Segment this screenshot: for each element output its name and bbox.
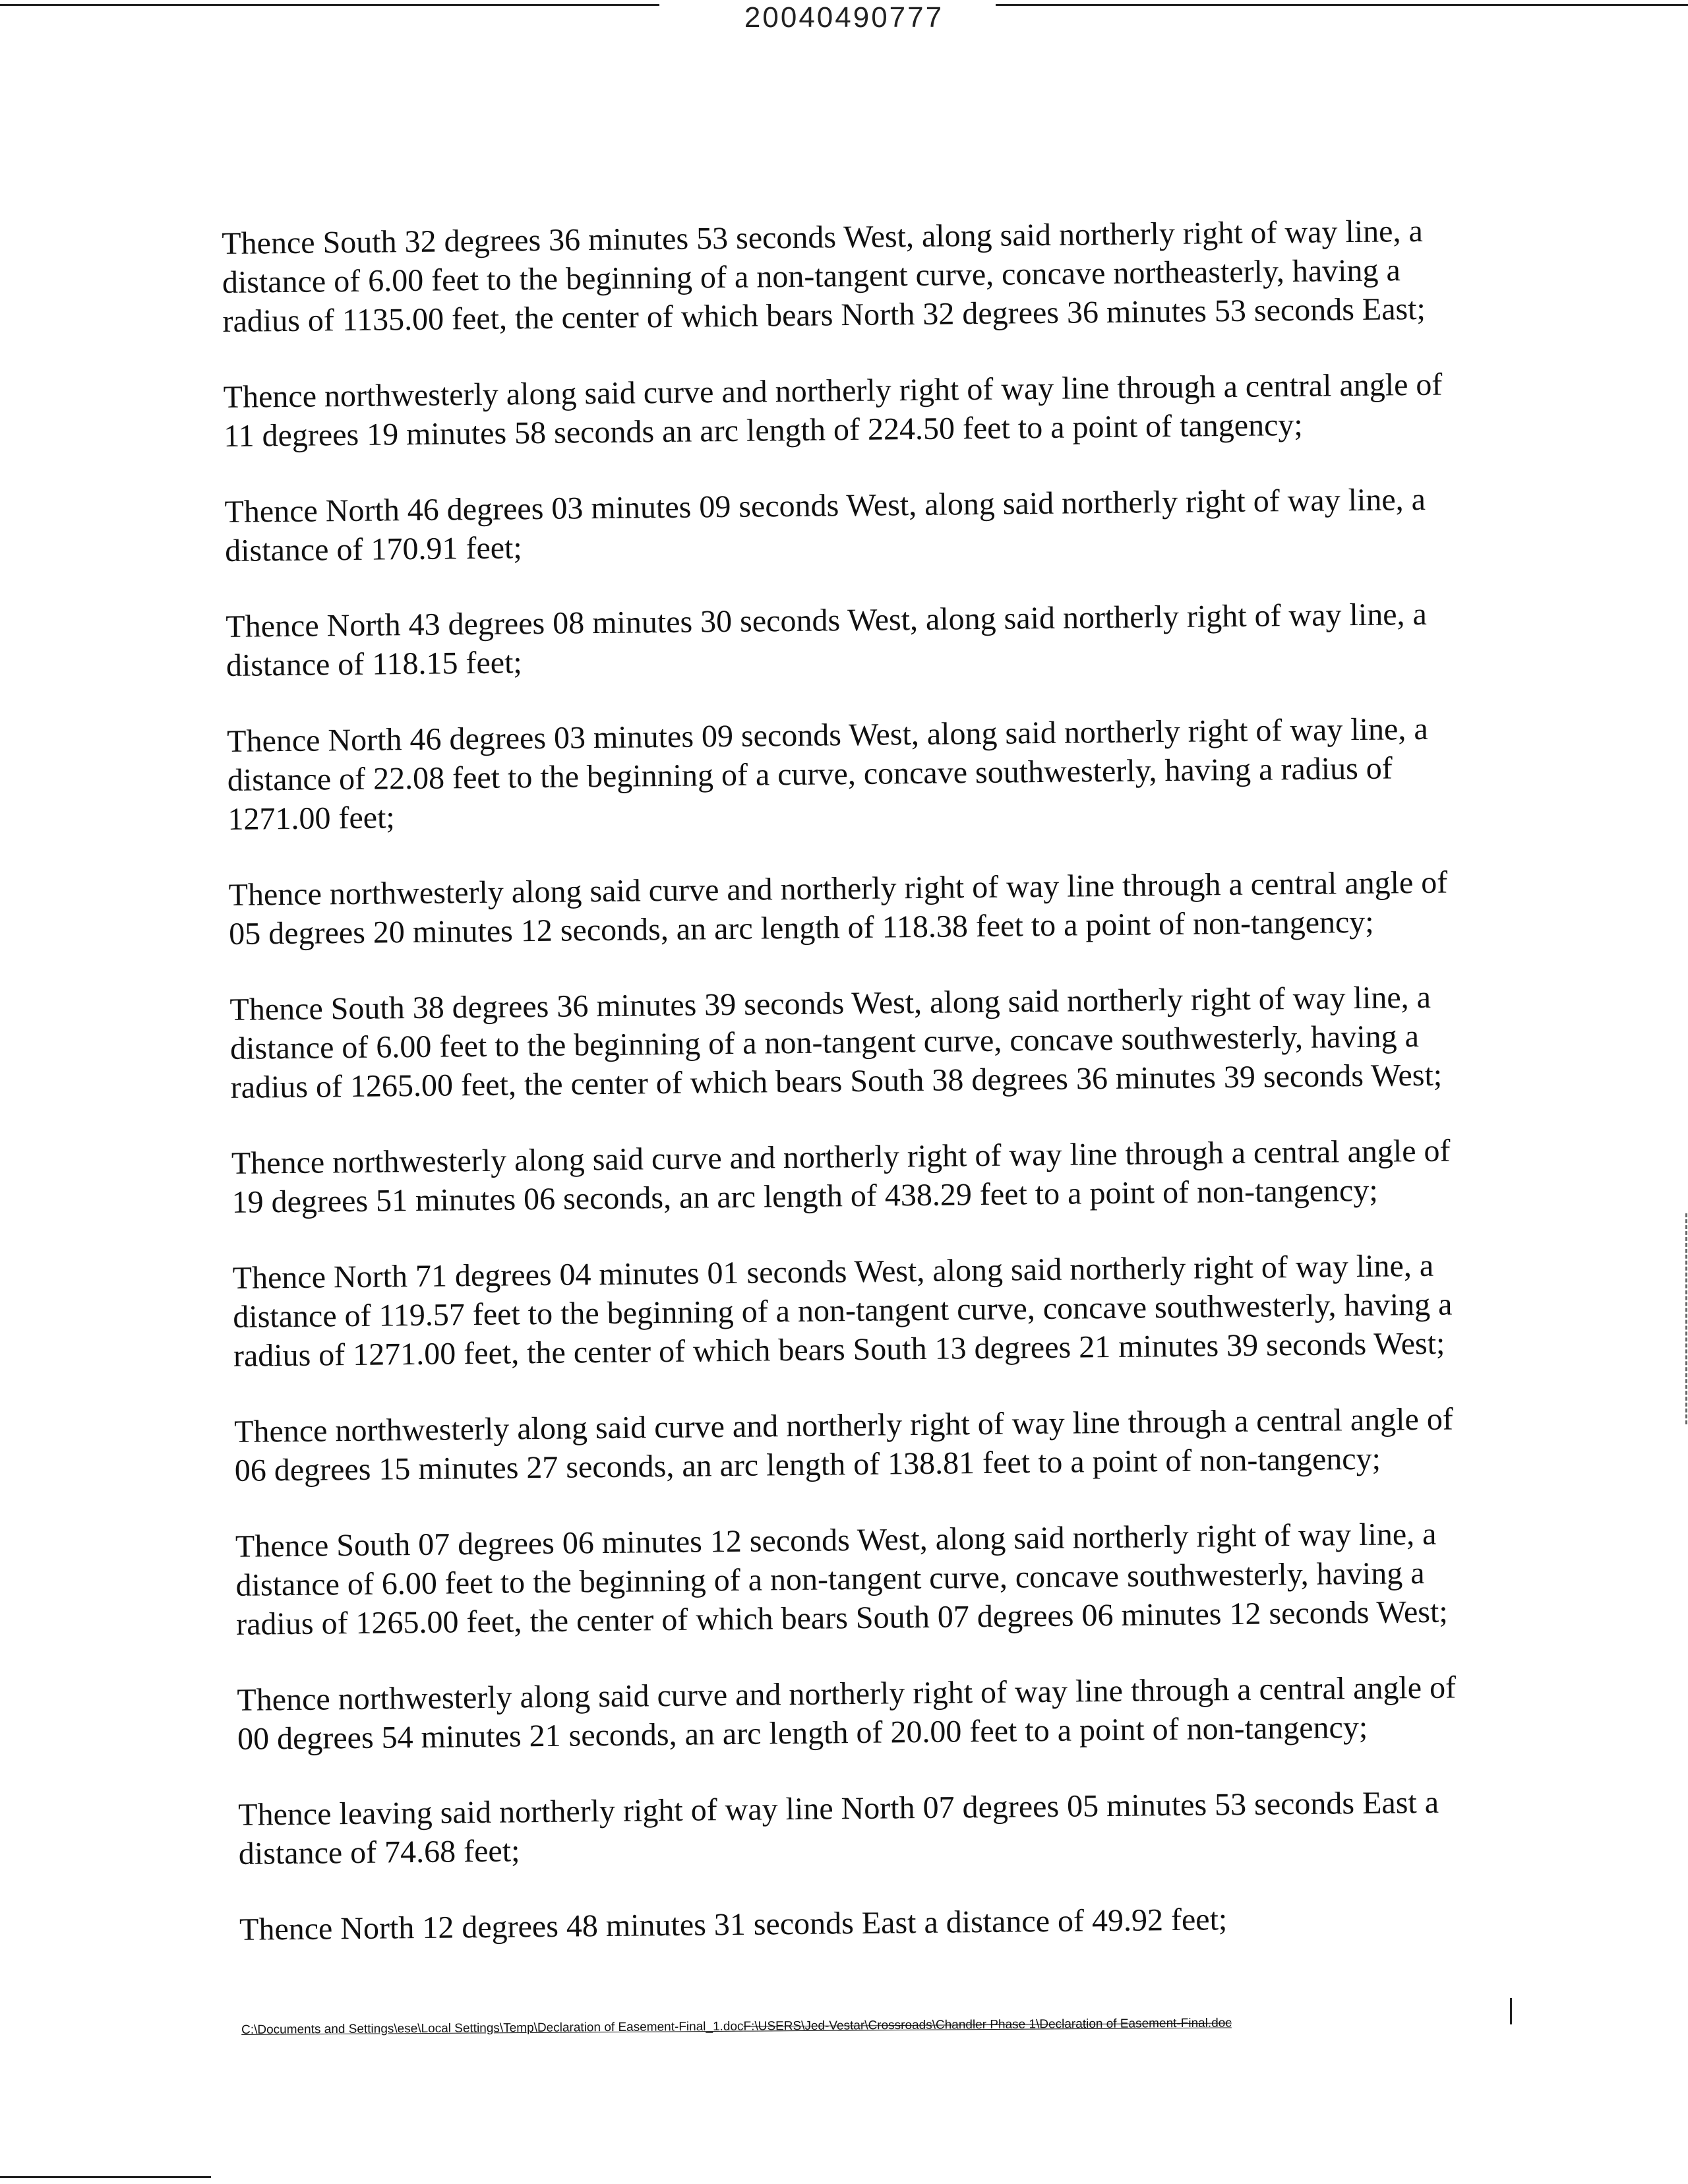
course-paragraph-5: Thence North 46 degrees 03 minutes 09 seconds West, along said northerly right of way line, a distance of 22.08 feet to the beginning of a curve, concave southwesterly, having a radius of 1271.00 feet; (226, 711, 1428, 837)
course-paragraph-9: Thence North 71 degrees 04 minutes 01 seconds West, along said northerly right of way line, a distance of 119.57 feet to the beginning of a non-tangent curve, concave southwesterly, having a radius of 1271.00 feet, the center of which bears South 13 degrees 21 minutes 39 seconds West; (232, 1248, 1453, 1374)
course-paragraph-6: Thence northwesterly along said curve and northerly right of way line through a central angle of 05 degrees 20 minutes 12 seconds, an arc length of 118.38 feet to a point of non-tangency; (228, 864, 1448, 952)
course-paragraph-7: Thence South 38 degrees 36 minutes 39 seconds West, along said northerly right of way line, a distance of 6.00 feet to the beginning of a non-tangent curve, concave southwesterly, having a radius of 1265.00 feet, the center of which bears South 38 degrees 36 minutes 39 seconds West; (229, 979, 1443, 1105)
course-paragraph-14: Thence North 12 degrees 48 minutes 31 seconds East a distance of 49.92 feet; (239, 1902, 1228, 1947)
document-number: 20040490777 (744, 1, 944, 34)
course-paragraph-2: Thence northwesterly along said curve and northerly right of way line through a central angle of 11 degrees 19 minutes 58 seconds an arc length of 224.50 feet to a point of tangency; (223, 367, 1443, 454)
course-paragraph-10: Thence northwesterly along said curve and northerly right of way line through a central angle of 06 degrees 15 minutes 27 seconds, an arc length of 138.81 feet to a point of non-tangency; (233, 1401, 1454, 1488)
legal-description-body (222, 211, 1493, 1986)
course-paragraph-1: Thence South 32 degrees 36 minutes 53 seconds West, along said northerly right of way line, a distance of 6.00 feet to the beginning of a non-tangent curve, concave northeasterly, having a radius of 1135.00 feet, the center of which bears North 32 degrees 36 minutes 53 seconds East; (222, 213, 1426, 339)
footer-path-current: C:\Documents and Settings\ese\Local Settings\Temp\Declaration of Easement-Final_1.doc (241, 2019, 744, 2037)
course-paragraph-3: Thence North 46 degrees 03 minutes 09 seconds West, along said northerly right of way line, a distance of 170.91 feet; (224, 481, 1426, 568)
scan-edge-artifact (1685, 1213, 1688, 1424)
bottom-border-line (0, 2176, 211, 2178)
margin-mark (1510, 1998, 1512, 2024)
footer-path-struck: F:\USERS\Jed-Vestar\Crossroads\Chandler Phase 1\Declaration of Easement-Final.doc (743, 2016, 1232, 2034)
course-paragraph-4: Thence North 43 degrees 08 minutes 30 seconds West, along said northerly right of way line, a distance of 118.15 feet; (226, 596, 1428, 683)
course-paragraph-8: Thence northwesterly along said curve and northerly right of way line through a central angle of 19 degrees 51 minutes 06 seconds, an arc length of 438.29 feet to a point of non-tangency; (231, 1133, 1451, 1220)
footer-file-path (241, 2015, 1375, 2038)
course-paragraph-13: Thence leaving said northerly right of way line North 07 degrees 05 minutes 53 seconds East a distance of 74.68 feet; (237, 1784, 1439, 1871)
course-paragraph-11: Thence South 07 degrees 06 minutes 12 seconds West, along said northerly right of way line, a distance of 6.00 feet to the beginning of a non-tangent curve, concave southwesterly, having a radius of 1265.00 feet, the center of which bears South 07 degrees 06 minutes 12 seconds West; (235, 1516, 1448, 1642)
course-paragraph-12: Thence northwesterly along said curve and northerly right of way line through a central angle of 00 degrees 54 minutes 21 seconds, an arc length of 20.00 feet to a point of non-tangency; (237, 1670, 1457, 1757)
